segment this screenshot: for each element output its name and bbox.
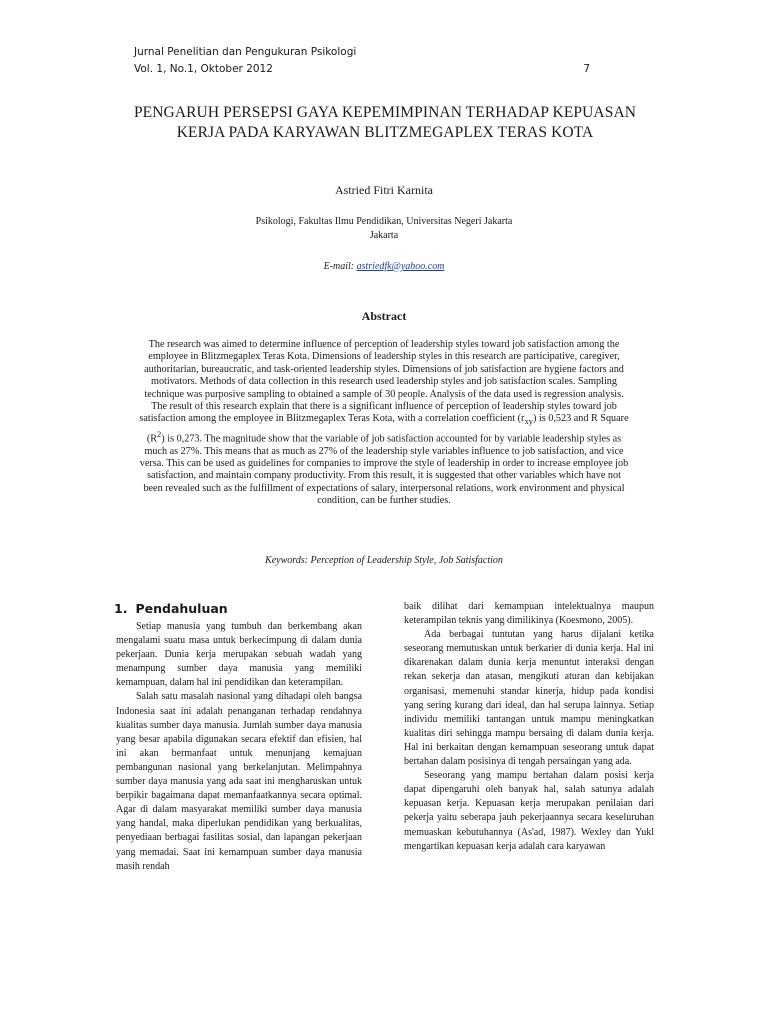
right-column: [404, 600, 654, 854]
abstract-heading: Abstract: [361, 309, 407, 323]
section-title: Pendahuluan: [135, 601, 228, 616]
page-number: 7: [583, 63, 590, 75]
paragraph: baik dilihat dari kemampuan intelektualnya maupun keterampilan teknis yang dimilikinya (Koesmono, 2005).: [404, 601, 654, 627]
abstract-body: [138, 339, 630, 508]
email-label: E-mail:: [323, 261, 355, 272]
abstract-subscript: xy: [524, 416, 533, 427]
author-name: Astried Fitri Karnita: [335, 183, 433, 197]
section-heading: [114, 600, 362, 618]
running-header: [134, 44, 604, 78]
journal-name: Jurnal Penelitian dan Pengukuran Psikologi: [134, 46, 357, 58]
keywords: Keywords: Perception of Leadership Style, Job Satisfaction: [265, 555, 503, 566]
affiliation-city: Jakarta: [369, 230, 399, 241]
abstract-superscript: 2: [157, 428, 162, 439]
email-link[interactable]: astriedfk@yahoo.com: [356, 261, 445, 272]
section-number: 1.: [114, 601, 128, 616]
affiliation: [200, 215, 568, 243]
abstract-text-1: The research was aimed to determine influence of perception of leadership styles toward job satisfaction among the employee in Blitzmegaplex Teras Kota. Dimensions of leadership styles in this research are participative, caregiver, authoritarian, bureaucratic, and task-oriented leadership styles. Dimensions of job satisfaction are hygiene factors and motivators. Methods of data collection in this research used leadership styles and job satisfaction scales. Sampling technique was purposive sampling to obtained a sample of 30 people. Analysis of the data used is regression analysis. The result of this research explain that there is a significant influence of perception of leadership styles toward job satisfaction among the employee in Blitzmegaplex Teras Kota, with a correlation coefficient (r: [139, 339, 624, 425]
paragraph: Setiap manusia yang tumbuh dan berkembang akan mengalami suatu masa untuk berkecimpung di dalam dunia pekerjaan. Dunia kerja merupakan sebuah wadah yang menampung sumber daya manusia yang memiliki kemampuan, dalam hal ini pendidikan dan keterampilan.: [116, 621, 362, 689]
abstract-text-2: ) is 0,523 and R Square (R: [146, 413, 629, 445]
affiliation-line: Psikologi, Fakultas Ilmu Pendidikan, Universitas Negeri Jakarta: [255, 216, 513, 227]
paper-title: PENGARUH PERSEPSI GAYA KEPEMIMPINAN TERHADAP KEPUASAN KERJA PADA KARYAWAN BLITZMEGAPLEX TERAS KOTA: [133, 104, 637, 141]
left-column: [116, 600, 362, 874]
paragraph: Ada berbagai tuntutan yang harus dijalani ketika seseorang memutuskan untuk berkarier di dunia kerja. Hal ini dikarenakan dalam dunia kerja menuntut interaksi dengan rekan sekerja dan atasan, mengikuti aturan dan kebijakan organisasi, memenuhi standar kinerja, hidup pada kondisi yang sering kurang dari ideal, dan hal serupa lainnya. Setiap individu memiliki tantangan untuk mampu meningkatkan kualitas diri sehingga mampu bersaing di dalam dunia kerja. Hal ini berkaitan dengan kemampuan seseorang untuk dapat bertahan dalam posisinya di tengah persaingan yang ada.: [404, 629, 654, 768]
email-line: [0, 261, 768, 272]
paragraph: Seseorang yang mampu bertahan dalam posisi kerja dapat dipengaruhi oleh banyak hal, salah satunya adalah kepuasan kerja. Kepuasan kerja merupakan penilaian dari pekerja yaitu seberapa jauh pekerjaannya secara keseluruhan memuaskan kebutuhannya (As'ad, 1987). Wexley dan Yukl mengartikan kepuasan kerja adalah cara karyawan: [404, 770, 654, 852]
abstract-text-3: ) is 0,273. The magnitude show that the variable of job satisfaction accounted for by variable leadership styles as much as 27%. This means that as much as 27% of the leadership style variables influence to job satisfaction, and vice versa. This can be used as guidelines for companies to improve the style of leadership in order to increase employee job satisfaction, and maintain company productivity. From this result, it is suggested that other variables which have not been revealed such as the fulfillment of expectations of salary, interpersonal relations, work environment and physical condition, can be further studies.: [139, 433, 629, 507]
journal-volume: Vol. 1, No.1, Oktober 2012: [134, 63, 273, 75]
paragraph: Salah satu masalah nasional yang dihadapi oleh bangsa Indonesia saat ini adalah penanganan terhadap rendahnya kualitas sumber daya manusia. Jumlah sumber daya manusia yang besar apabila digunakan secara efektif dan efisien, hal ini akan bermanfaat untuk menunjang kemajuan pembangunan nasional yang berkelanjutan. Melimpahnya sumber daya manusia yang ada saat ini mengharuskan untuk berpikir bagaimana dapat memanfaatkannya secara optimal. Agar di dalam masyarakat memiliki sumber daya manusia yang handal, maka diperlukan pendidikan yang berkualitas, penyediaan berbagai fasilitas sosial, dan lapangan pekerjaan yang memadai. Saat ini kemampuan sumber daya manusia masih rendah: [116, 691, 362, 872]
